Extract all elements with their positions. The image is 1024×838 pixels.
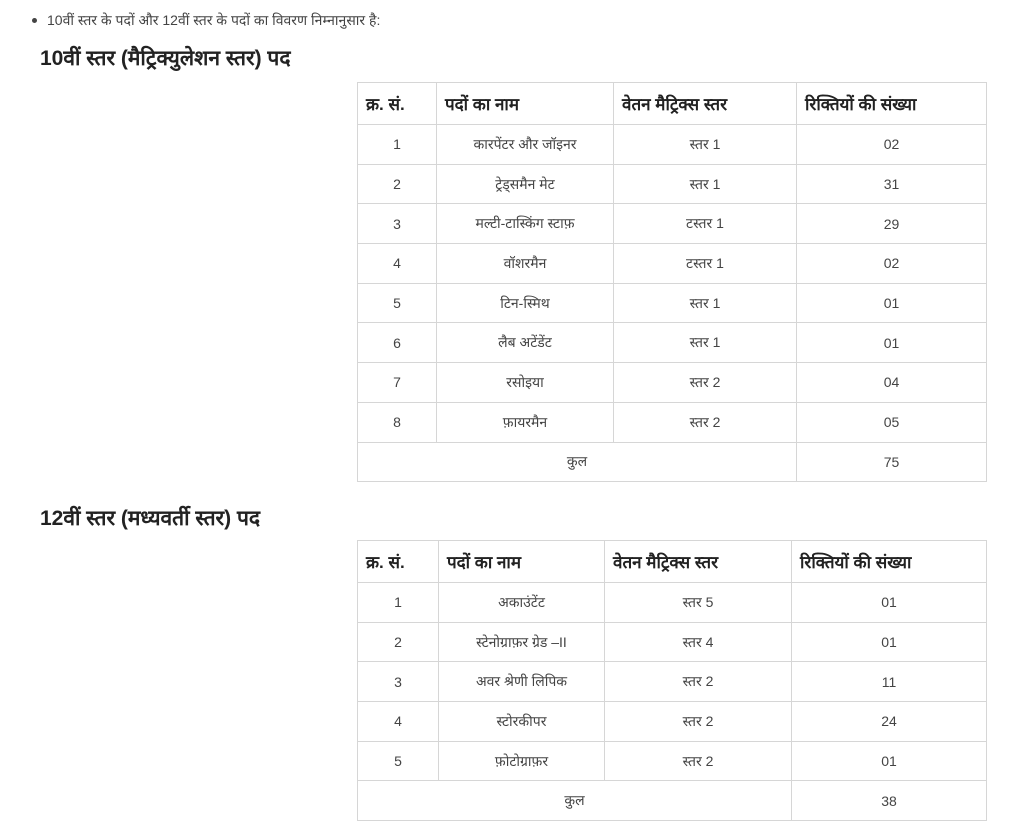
- post-name-cell: फ़ोटोग्राफ़र: [439, 741, 605, 781]
- pay-level-cell: स्तर 2: [614, 363, 797, 403]
- serial-cell: 2: [358, 164, 437, 204]
- table-header-row: [358, 83, 987, 125]
- serial-cell: 1: [358, 583, 439, 623]
- column-header-post-name: पदों का नाम: [437, 83, 614, 125]
- table-row: [358, 583, 987, 623]
- total-value-cell: 75: [797, 442, 987, 482]
- pay-level-cell: स्तर 2: [614, 402, 797, 442]
- intro-bullet-item: [32, 11, 380, 30]
- pay-level-cell: स्तर 4: [605, 622, 792, 662]
- vacancies-cell: 01: [797, 323, 987, 363]
- bullet-icon: [32, 18, 37, 23]
- post-name-cell: स्टेनोग्राफ़र ग्रेड –II: [439, 622, 605, 662]
- serial-cell: 4: [358, 702, 439, 742]
- serial-cell: 3: [358, 662, 439, 702]
- table-row: [358, 662, 987, 702]
- pay-level-cell: स्तर 2: [605, 741, 792, 781]
- post-name-cell: अकाउंटेंट: [439, 583, 605, 623]
- table-row: [358, 244, 987, 284]
- posts-table-12th-level: [357, 540, 987, 821]
- pay-level-cell: स्तर 1: [614, 164, 797, 204]
- post-name-cell: मल्टी-टास्किंग स्टाफ़: [437, 204, 614, 244]
- column-header-post-name: पदों का नाम: [439, 541, 605, 583]
- table-row: [358, 283, 987, 323]
- vacancies-cell: 01: [792, 741, 987, 781]
- vacancies-cell: 01: [792, 583, 987, 623]
- post-name-cell: रसोइया: [437, 363, 614, 403]
- vacancies-cell: 02: [797, 125, 987, 165]
- vacancies-cell: 11: [792, 662, 987, 702]
- vacancies-cell: 29: [797, 204, 987, 244]
- table-row: [358, 741, 987, 781]
- table-row: [358, 702, 987, 742]
- serial-cell: 5: [358, 283, 437, 323]
- vacancies-cell: 02: [797, 244, 987, 284]
- post-name-cell: ट्रेड्समैन मेट: [437, 164, 614, 204]
- table-row: [358, 363, 987, 403]
- serial-cell: 7: [358, 363, 437, 403]
- total-label-cell: कुल: [358, 442, 797, 482]
- pay-level-cell: स्तर 1: [614, 125, 797, 165]
- serial-cell: 3: [358, 204, 437, 244]
- section-heading-10th-level: 10वीं स्तर (मैट्रिक्युलेशन स्तर) पद: [40, 47, 291, 70]
- serial-cell: 2: [358, 622, 439, 662]
- total-row: [358, 781, 987, 821]
- serial-cell: 5: [358, 741, 439, 781]
- table-row: [358, 125, 987, 165]
- post-name-cell: स्टोरकीपर: [439, 702, 605, 742]
- intro-text: 10वीं स्तर के पदों और 12वीं स्तर के पदों का विवरण निम्नानुसार है:: [47, 12, 381, 28]
- section-heading-12th-level: 12वीं स्तर (मध्यवर्ती स्तर) पद: [40, 507, 261, 530]
- total-row: [358, 442, 987, 482]
- vacancies-cell: 24: [792, 702, 987, 742]
- vacancies-cell: 01: [797, 283, 987, 323]
- vacancies-cell: 04: [797, 363, 987, 403]
- pay-level-cell: स्तर 5: [605, 583, 792, 623]
- vacancies-cell: 31: [797, 164, 987, 204]
- column-header-pay-level: वेतन मैट्रिक्स स्तर: [605, 541, 792, 583]
- serial-cell: 1: [358, 125, 437, 165]
- column-header-serial: क्र. सं.: [358, 83, 437, 125]
- pay-level-cell: स्तर 1: [614, 283, 797, 323]
- post-name-cell: अवर श्रेणी लिपिक: [439, 662, 605, 702]
- total-value-cell: 38: [792, 781, 987, 821]
- post-name-cell: टिन-स्मिथ: [437, 283, 614, 323]
- serial-cell: 4: [358, 244, 437, 284]
- post-name-cell: लैब अटेंडेंट: [437, 323, 614, 363]
- posts-table-10th-level: [357, 82, 987, 482]
- column-header-vacancies: रिक्तियों की संख्या: [797, 83, 987, 125]
- post-name-cell: फ़ायरमैन: [437, 402, 614, 442]
- vacancies-cell: 05: [797, 402, 987, 442]
- serial-cell: 6: [358, 323, 437, 363]
- pay-level-cell: स्तर 2: [605, 702, 792, 742]
- serial-cell: 8: [358, 402, 437, 442]
- column-header-pay-level: वेतन मैट्रिक्स स्तर: [614, 83, 797, 125]
- pay-level-cell: टस्तर 1: [614, 204, 797, 244]
- column-header-serial: क्र. सं.: [358, 541, 439, 583]
- table-row: [358, 204, 987, 244]
- pay-level-cell: टस्तर 1: [614, 244, 797, 284]
- table-row: [358, 402, 987, 442]
- pay-level-cell: स्तर 2: [605, 662, 792, 702]
- table-row: [358, 323, 987, 363]
- post-name-cell: कारपेंटर और जॉइनर: [437, 125, 614, 165]
- vacancies-cell: 01: [792, 622, 987, 662]
- post-name-cell: वॉशरमैन: [437, 244, 614, 284]
- pay-level-cell: स्तर 1: [614, 323, 797, 363]
- table-row: [358, 164, 987, 204]
- table-header-row: [358, 541, 987, 583]
- total-label-cell: कुल: [358, 781, 792, 821]
- table-row: [358, 622, 987, 662]
- column-header-vacancies: रिक्तियों की संख्या: [792, 541, 987, 583]
